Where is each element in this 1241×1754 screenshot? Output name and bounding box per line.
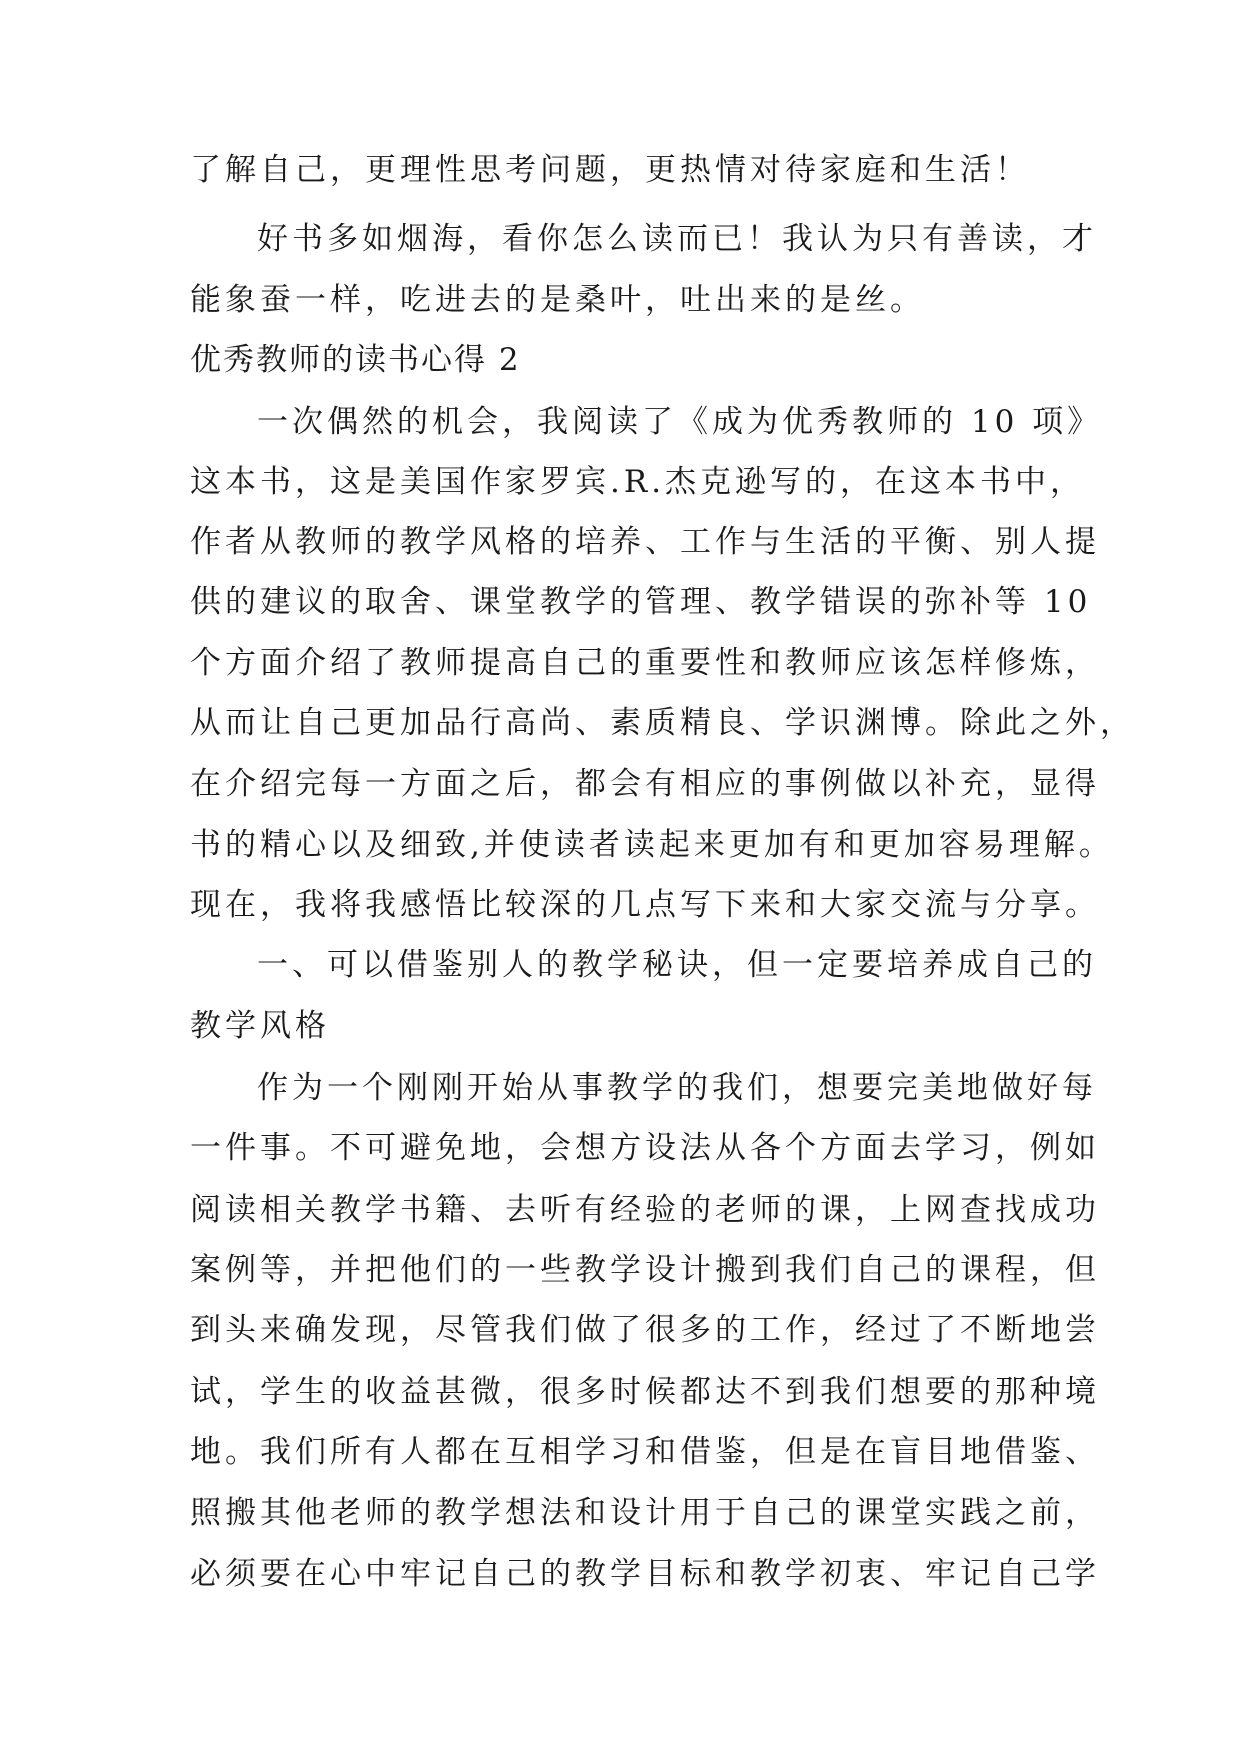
text-line-11: 在介绍完每一方面之后，都会有相应的事例做以补充，显得 xyxy=(190,766,1100,802)
text-line-17: 一件事。不可避免地，会想方设法从各个方面去学习，例如 xyxy=(190,1130,1100,1166)
text-line-24: 必须要在心中牢记自己的教学目标和教学初衷、牢记自己学 xyxy=(190,1556,1100,1592)
text-line-20: 到头来确发现，尽管我们做了很多的工作，经过了不断地尝 xyxy=(190,1312,1100,1348)
text-line-6: 这本书，这是美国作家罗宾.R.杰克逊写的，在这本书中， xyxy=(190,464,1086,500)
text-line-13: 现在，我将我感悟比较深的几点写下来和大家交流与分享。 xyxy=(190,887,1100,923)
text-line-3: 能象蚕一样，吃进去的是桑叶，吐出来的是丝。 xyxy=(190,282,925,318)
text-line-1: 了解自己，更理性思考问题，更热情对待家庭和生活！ xyxy=(190,152,1030,188)
text-line-21: 试，学生的收益甚微，很多时候都达不到我们想要的那种境 xyxy=(190,1374,1100,1410)
text-line-8: 供的建议的取舍、课堂教学的管理、教学错误的弥补等 10 xyxy=(190,584,1092,620)
text-line-23: 照搬其他老师的教学想法和设计用于自己的课堂实践之前， xyxy=(190,1495,1100,1531)
subheading-line-1: 一、可以借鉴别人的教学秘诀，但一定要培养成自己的 xyxy=(257,947,1097,983)
text-line-2: 好书多如烟海，看你怎么读而已！我认为只有善读，才 xyxy=(257,221,1097,257)
subheading-line-2: 教学风格 xyxy=(190,1008,330,1044)
text-line-18: 阅读相关教学书籍、去听有经验的老师的课，上网查找成功 xyxy=(190,1192,1100,1228)
text-line-9: 个方面介绍了教师提高自己的重要性和教师应该怎样修炼， xyxy=(190,645,1100,681)
text-line-7: 作者从教师的教学风格的培养、工作与生活的平衡、别人提 xyxy=(190,524,1100,560)
section-heading: 优秀教师的读书心得 2 xyxy=(190,342,521,378)
text-line-10: 从而让自己更加品行高尚、素质精良、学识渊博。除此之外， xyxy=(190,705,1135,741)
text-line-22: 地。我们所有人都在互相学习和借鉴，但是在盲目地借鉴、 xyxy=(190,1434,1100,1470)
text-line-5: 一次偶然的机会，我阅读了《成为优秀教师的 10 项》 xyxy=(257,404,1103,440)
text-line-12: 书的精心以及细致,并使读者读起来更加有和更加容易理解。 xyxy=(190,827,1114,863)
text-line-16: 作为一个刚刚开始从事教学的我们，想要完美地做好每 xyxy=(257,1070,1097,1106)
text-line-19: 案例等，并把他们的一些教学设计搬到我们自己的课程，但 xyxy=(190,1252,1100,1288)
